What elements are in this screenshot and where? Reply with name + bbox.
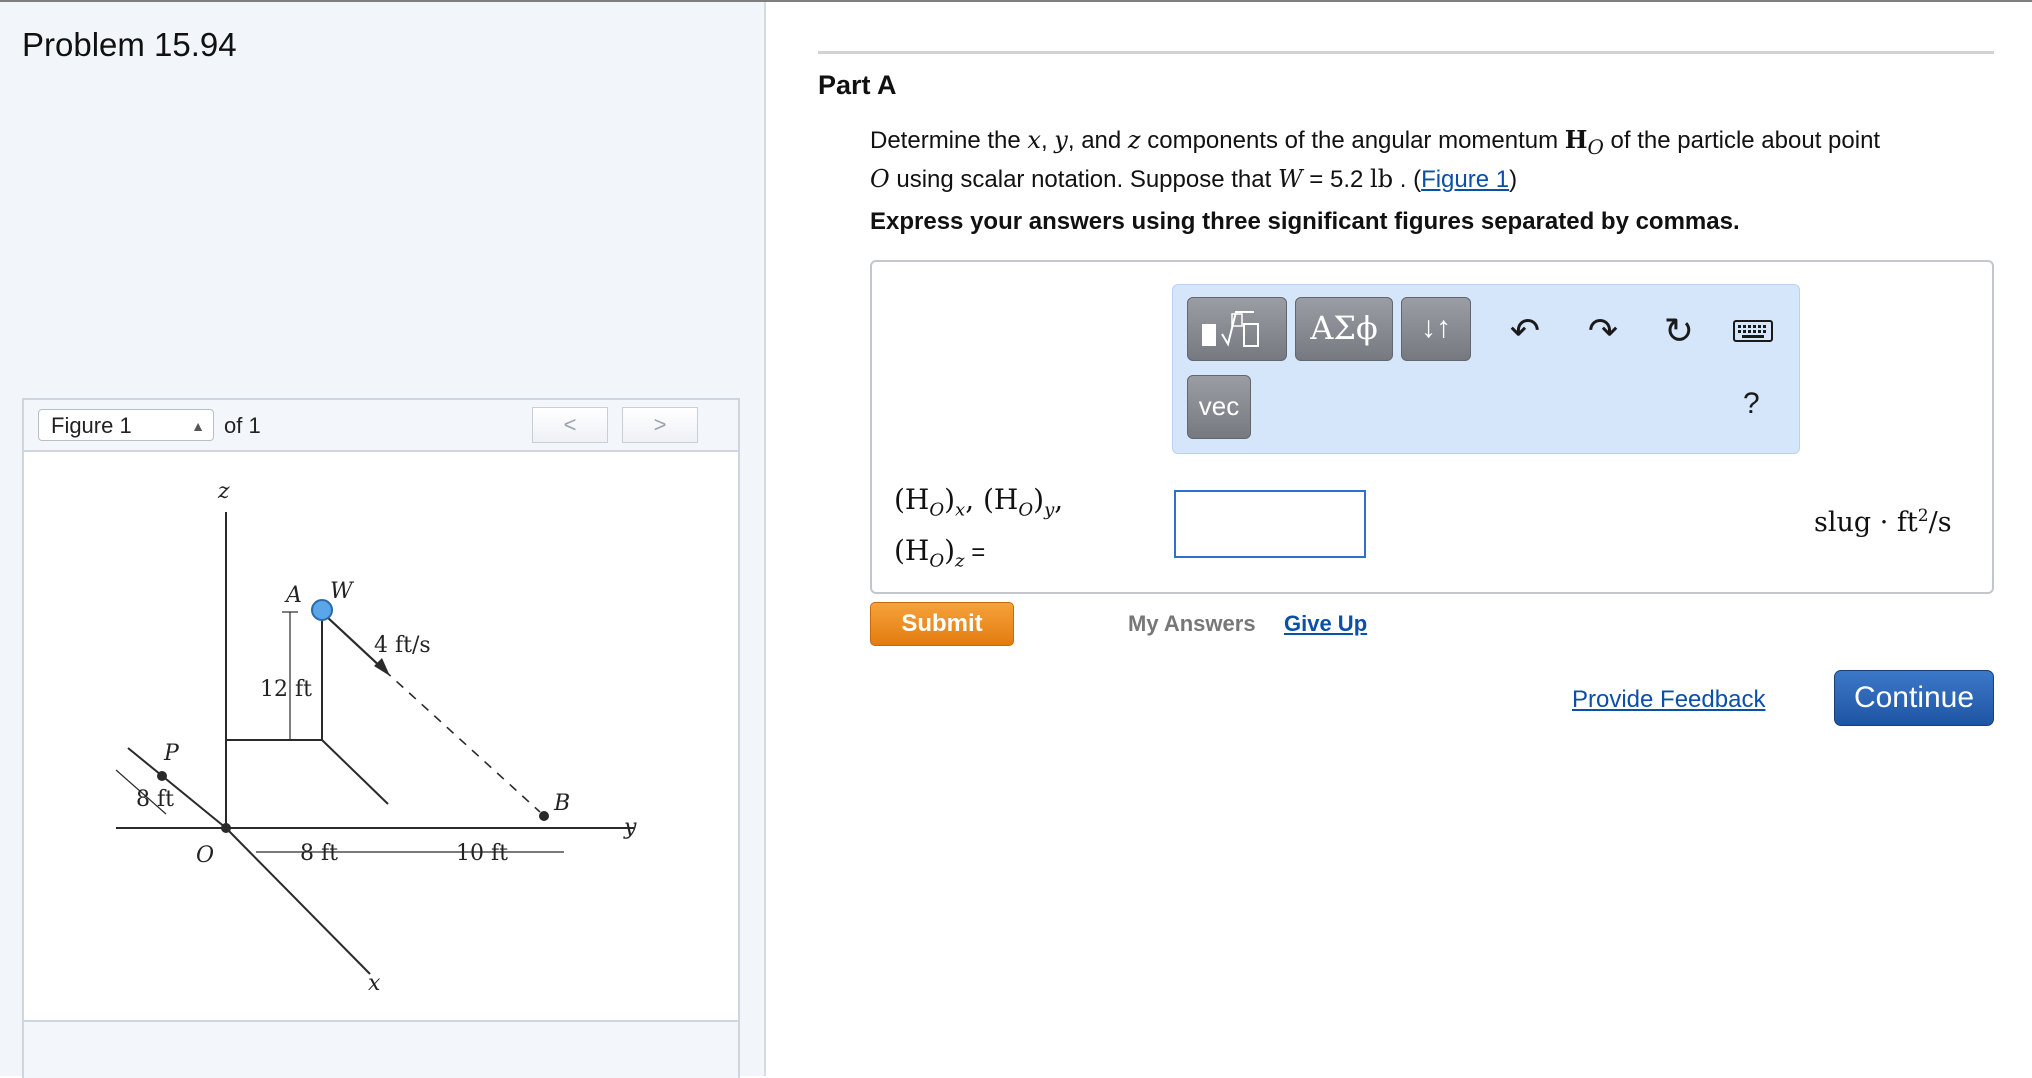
base-edge-2 — [322, 740, 388, 804]
figure-panel — [22, 398, 740, 1078]
var-h: H — [1564, 125, 1588, 154]
label-b: B — [554, 791, 571, 816]
reset-icon[interactable]: ↻ — [1663, 310, 1695, 351]
velocity-arrowhead — [374, 658, 390, 676]
label-p-distance: 8 ft — [136, 787, 174, 812]
x-axis — [226, 828, 370, 974]
answer-input[interactable] — [1174, 490, 1366, 558]
label-sub-y: y — [1044, 499, 1055, 521]
label-w: W — [330, 579, 353, 604]
figure-select[interactable] — [38, 409, 214, 441]
label-equals: = — [964, 538, 986, 566]
my-answers-link[interactable]: My Answers — [1128, 611, 1256, 636]
units-exponent: 2 — [1917, 506, 1929, 526]
answer-label — [894, 480, 1063, 581]
var-h-subscript: O — [1587, 134, 1604, 159]
label-part-3: , (H — [965, 483, 1019, 516]
question-text-7: ) — [1509, 165, 1518, 193]
part-title: Part A — [818, 70, 897, 100]
label-velocity: 4 ft/s — [374, 633, 431, 658]
submit-button[interactable]: Submit — [870, 602, 1014, 646]
unit-lb: lb — [1370, 164, 1394, 193]
part-divider — [818, 51, 1994, 54]
point-o — [221, 823, 231, 833]
var-o: O — [870, 164, 890, 193]
problem-title: Problem 15.94 — [22, 26, 237, 63]
question-text-1: Determine the — [870, 127, 1028, 154]
point-p — [157, 771, 167, 781]
continue-button[interactable]: Continue — [1834, 670, 1994, 726]
var-x: x — [1027, 126, 1041, 154]
question-text-4: using scalar notation. Suppose that — [889, 165, 1278, 193]
label-sub-o-3: O — [929, 550, 945, 572]
greek-symbols-button[interactable]: ΑΣϕ — [1295, 297, 1393, 361]
figure-link[interactable]: Figure 1 — [1421, 165, 1510, 193]
label-part-4: ) — [1033, 483, 1045, 516]
label-y-distance: 10 ft — [456, 841, 508, 866]
help-button[interactable]: ? — [1743, 387, 1760, 420]
label-sub-o-1: O — [929, 499, 945, 521]
label-y: y — [624, 815, 637, 840]
figure-diagram — [24, 452, 738, 1014]
units-per-second: /s — [1928, 507, 1952, 538]
figure-image — [24, 452, 738, 1014]
arrows-button[interactable]: ↓↑ — [1401, 297, 1471, 361]
answer-units — [1814, 506, 1952, 538]
templates-button[interactable] — [1187, 297, 1287, 361]
point-b — [539, 811, 549, 821]
figure-count: of 1 — [224, 413, 261, 438]
figure-footer — [24, 1020, 738, 1078]
label-sub-z: z — [955, 550, 965, 572]
instruction-text: Express your answers using three significant figures separated by commas. — [870, 208, 1740, 235]
math-toolbar — [1172, 284, 1800, 454]
label-p: P — [164, 741, 179, 766]
particle-ball — [312, 600, 332, 620]
question-text — [870, 124, 2000, 196]
undo-icon[interactable]: ↶ — [1509, 310, 1541, 351]
label-height: 12 ft — [260, 677, 312, 702]
templates-icon — [1188, 298, 1288, 362]
label-a: A — [286, 583, 302, 608]
question-text-5: = 5.2 — [1302, 165, 1371, 193]
var-w: W — [1277, 164, 1303, 193]
label-sub-o-2: O — [1018, 499, 1034, 521]
question-and: , and — [1067, 127, 1128, 154]
dashed-path-line — [384, 670, 540, 812]
redo-icon[interactable]: ↷ — [1587, 310, 1619, 351]
label-sub-x: x — [955, 499, 966, 521]
give-up-link[interactable]: Give Up — [1284, 611, 1368, 636]
label-part-1: (H — [894, 483, 930, 516]
label-part-2: ) — [944, 483, 956, 516]
previous-figure-button[interactable]: < — [532, 407, 608, 443]
figure-sidebar — [0, 2, 766, 1076]
label-z: z — [218, 479, 230, 504]
label-part-6: (H — [894, 533, 930, 567]
question-comma-1: , — [1040, 127, 1055, 154]
keyboard-icon[interactable] — [1731, 309, 1775, 353]
updown-arrow-icon: ▲ — [191, 418, 205, 434]
var-y: y — [1054, 126, 1068, 154]
label-x: x — [368, 971, 381, 996]
question-text-6: . ( — [1393, 165, 1422, 193]
label-o: O — [196, 843, 215, 868]
question-text-2: components of the angular momentum — [1140, 127, 1565, 154]
next-figure-button[interactable]: > — [622, 407, 698, 443]
var-z: z — [1127, 126, 1141, 154]
label-part-5: , — [1054, 483, 1064, 516]
vec-button[interactable]: vec — [1187, 375, 1251, 439]
label-part-7: ) — [944, 533, 956, 567]
units-main: slug · ft — [1814, 507, 1918, 538]
question-text-3: of the particle about point — [1603, 127, 1881, 154]
label-x-distance: 8 ft — [300, 841, 338, 866]
figure-toolbar — [24, 400, 738, 452]
provide-feedback-link[interactable]: Provide Feedback — [1572, 686, 1766, 713]
figure-select-value: Figure 1 — [51, 413, 132, 438]
